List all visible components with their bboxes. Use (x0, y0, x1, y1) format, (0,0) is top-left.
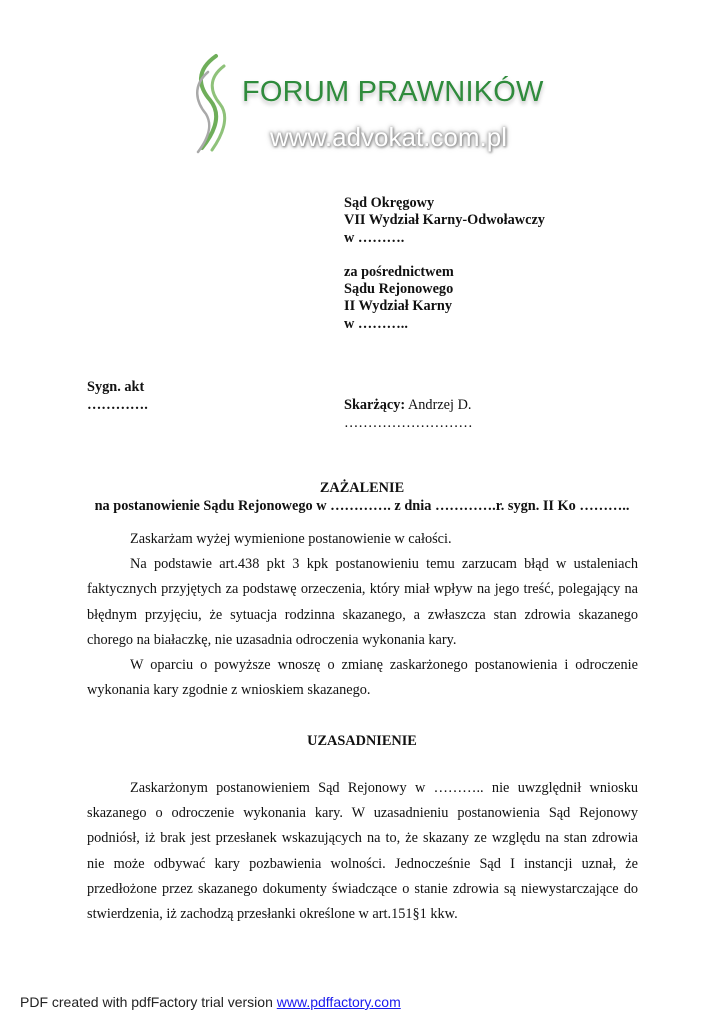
justification-body (87, 776, 638, 927)
complainant-block (344, 397, 473, 432)
justification-title: UZASADNIENIE (307, 733, 417, 749)
via-location: w ……….. (344, 315, 408, 332)
sygn-value: …………. (87, 396, 148, 413)
court-location: w ………. (344, 229, 405, 246)
document-subtitle: na postanowienie Sądu Rejonowego w …………. z dnia ………….r. sygn. II Ko ……….. (94, 498, 630, 514)
pdf-footer (20, 994, 401, 1010)
complaint-body (87, 527, 638, 703)
court-division: VII Wydział Karny-Odwoławczy (344, 212, 545, 229)
via-division: II Wydział Karny (344, 298, 453, 315)
forum-prawnikow-logo (190, 52, 544, 157)
case-signature (87, 379, 148, 414)
logo-url: www.advokat.com.pl (270, 122, 507, 152)
paragraph: Na podstawie art.438 pkt 3 kpk postanowieniu temu zarzucam błąd w ustaleniach faktycznych przyjętych za podstawę orzeczenia, który miał wpływ na jego treść, polegający na błędnym przyjęciu, że sytuacja rodzinna skazanego, a zwłaszcza stan zdrowia skazanego chorego na białaczkę, nie uzasadnia odroczenia wykonania kary. (87, 556, 638, 648)
complainant-label: Skarżący: (344, 397, 406, 413)
complainant-name: Andrzej D. (407, 397, 472, 413)
via-court: Sądu Rejonowego (344, 281, 454, 298)
court-name: Sąd Okręgowy (344, 195, 435, 211)
addressee-block (344, 195, 545, 333)
paragraph: W oparciu o powyższe wnoszę o zmianę zaskarżonego postanowienia i odroczenie wykonania kary zgodnie z wnioskiem skazanego. (87, 657, 638, 699)
document-title: ZAŻALENIE (319, 480, 405, 496)
sygn-label: Sygn. akt (87, 379, 145, 395)
footer-text: PDF created with pdfFactory trial version (20, 994, 273, 1010)
swirl-logo-icon (190, 52, 238, 156)
complainant-address: ……………………… (344, 414, 473, 431)
pdffactory-link[interactable]: www.pdffactory.com (276, 994, 401, 1010)
paragraph: Zaskarżonym postanowieniem Sąd Rejonowy w ……….. nie uwzględnił wniosku skazanego o odroczenie wykonania kary. W uzasadnieniu postanowienia Sąd Rejonowy podniósł, iż brak jest przesłanek wskazujących na to, że skazany ze względu na stan zdrowia nie może odbywać kary pozbawienia wolności. Jednocześnie Sąd I instancji uznał, że przedłożone przez skazanego dokumenty świadczące o stanie zdrowia są niewystarczające do stwierdzenia, iż zachodzą przesłanki określone w art.151§1 kkw. (87, 780, 638, 923)
logo-title: FORUM PRAWNIKÓW (242, 76, 544, 108)
via-label: za pośrednictwem (344, 263, 454, 280)
paragraph: Zaskarżam wyżej wymienione postanowienie w całości. (130, 531, 452, 547)
